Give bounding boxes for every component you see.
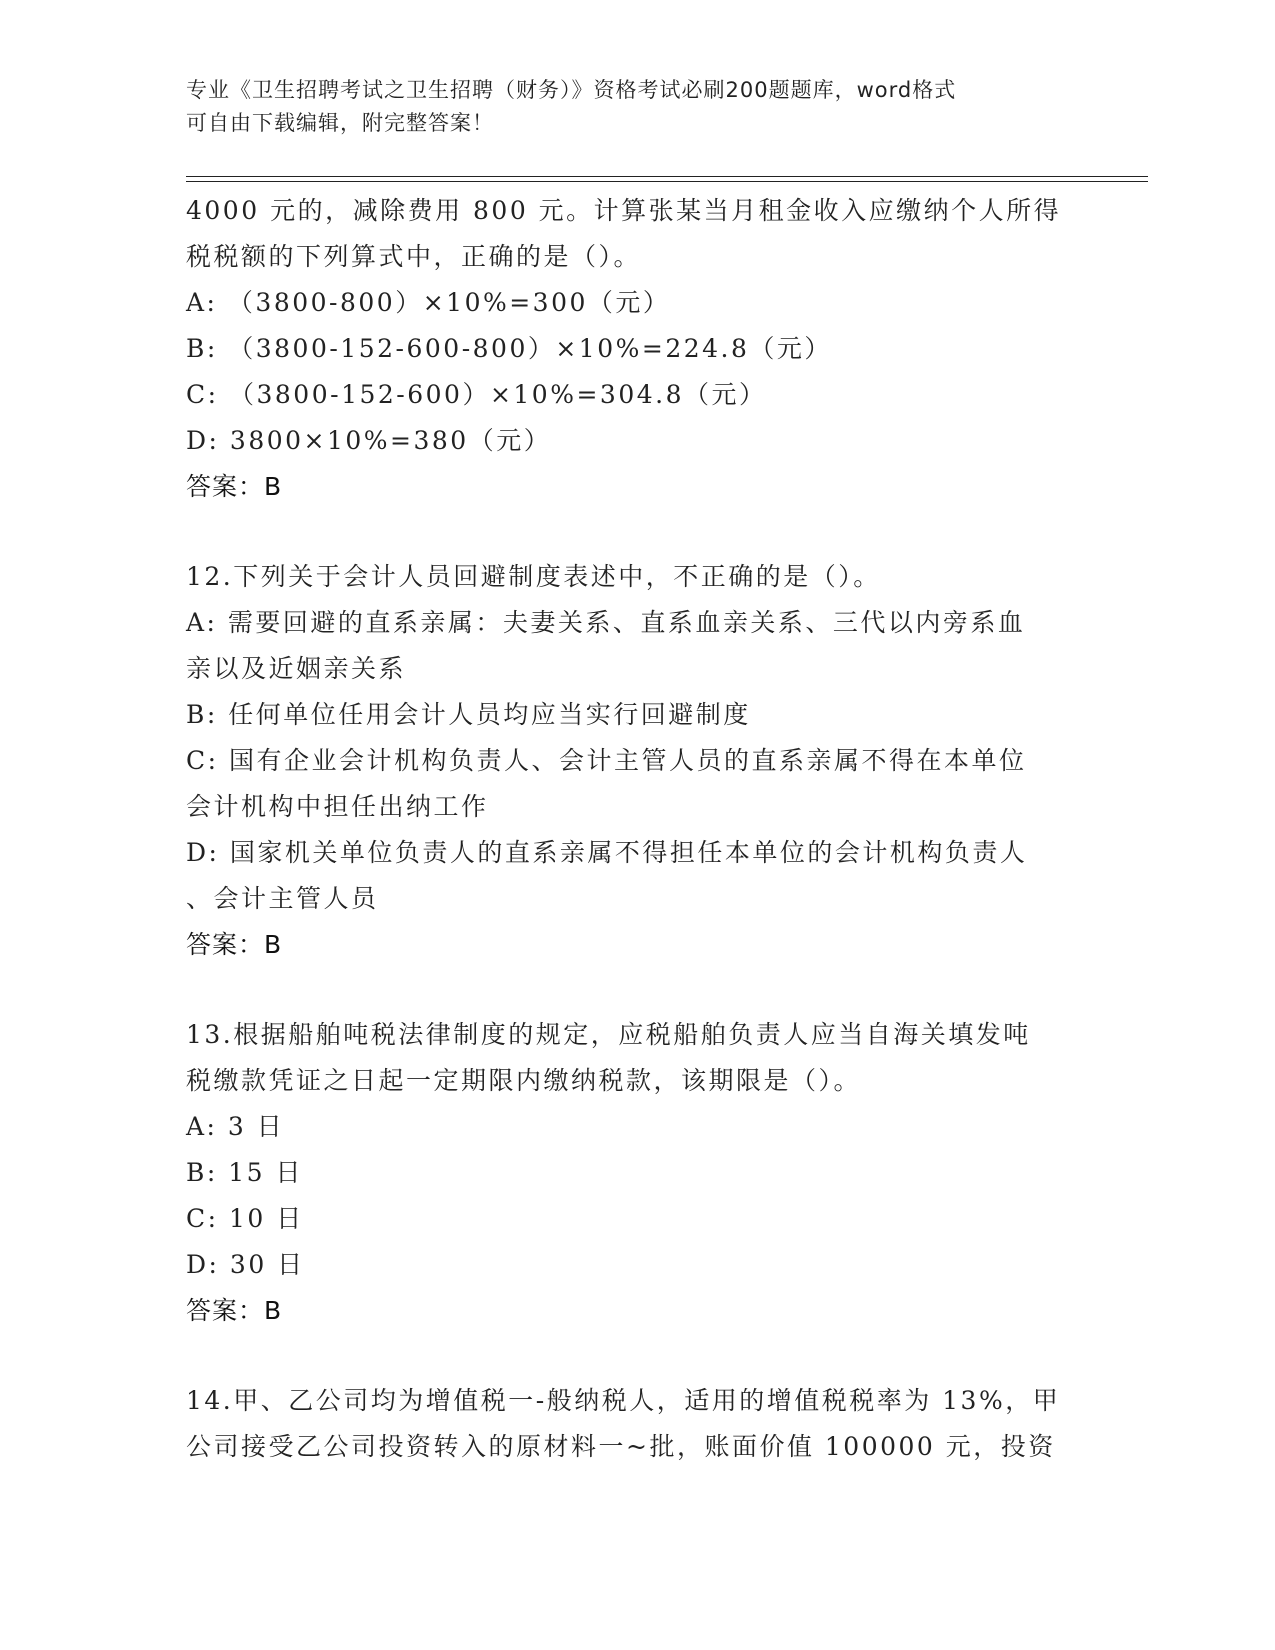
option-b: B: 15 日 (186, 1158, 303, 1187)
question-12 (186, 554, 1086, 968)
option-a-continued: 亲以及近姻亲关系 (186, 654, 407, 683)
answer-line: 答案：B (186, 1296, 283, 1325)
answer-line: 答案：B (186, 472, 283, 501)
answer-line: 答案：B (186, 930, 283, 959)
option-d: D: 30 日 (186, 1250, 305, 1279)
spacer (186, 968, 1086, 1012)
question-stem-line: 4000 元的，减除费用 800 元。计算张某当月租金收入应缴纳个人所得 (186, 196, 1062, 225)
option-a: A: 需要回避的直系亲属：夫妻关系、直系血亲关系、三代以内旁系血 (186, 608, 1026, 637)
question-11 (186, 188, 1086, 510)
option-c: C: 国有企业会计机构负责人、会计主管人员的直系亲属不得在本单位 (186, 746, 1027, 775)
header-divider-top (186, 176, 1148, 177)
question-stem-line: 税缴款凭证之日起一定期限内缴纳税款，该期限是（）。 (186, 1066, 862, 1095)
question-14 (186, 1378, 1086, 1470)
header-line-2: 可自由下载编辑，附完整答案！ (186, 111, 494, 135)
option-b: B: （3800-152-600-800）×10%=224.8（元） (186, 334, 832, 363)
question-stem-line: 13.根据船舶吨税法律制度的规定，应税船舶负责人应当自海关填发吨 (186, 1020, 1031, 1049)
document-header (186, 74, 1086, 140)
option-a: A: 3 日 (186, 1112, 285, 1141)
header-divider-bottom (186, 181, 1148, 182)
option-b: B: 任何单位任用会计人员均应当实行回避制度 (186, 700, 751, 729)
question-13 (186, 1012, 1086, 1334)
spacer (186, 1334, 1086, 1378)
option-d-continued: 、会计主管人员 (186, 884, 379, 913)
option-c: C: 10 日 (186, 1204, 304, 1233)
question-stem-line: 14.甲、乙公司均为增值税一-般纳税人，适用的增值税税率为 13%，甲 (186, 1386, 1061, 1415)
question-stem-line: 公司接受乙公司投资转入的原材料一~批，账面价值 100000 元，投资 (186, 1432, 1056, 1461)
option-c-continued: 会计机构中担任出纳工作 (186, 792, 489, 821)
spacer (186, 510, 1086, 554)
document-body (186, 188, 1086, 1470)
option-c: C: （3800-152-600）×10%=304.8（元） (186, 380, 767, 409)
header-line-1: 专业《卫生招聘考试之卫生招聘（财务）》资格考试必刷200题题库，word格式 (186, 78, 957, 102)
option-d: D: 国家机关单位负责人的直系亲属不得担任本单位的会计机构负责人 (186, 838, 1028, 867)
question-stem-line: 税税额的下列算式中，正确的是（）。 (186, 242, 642, 271)
question-stem: 12.下列关于会计人员回避制度表述中，不正确的是（）。 (186, 562, 881, 591)
option-a: A: （3800-800）×10%=300（元） (186, 288, 671, 317)
option-d: D: 3800×10%=380（元） (186, 426, 552, 455)
